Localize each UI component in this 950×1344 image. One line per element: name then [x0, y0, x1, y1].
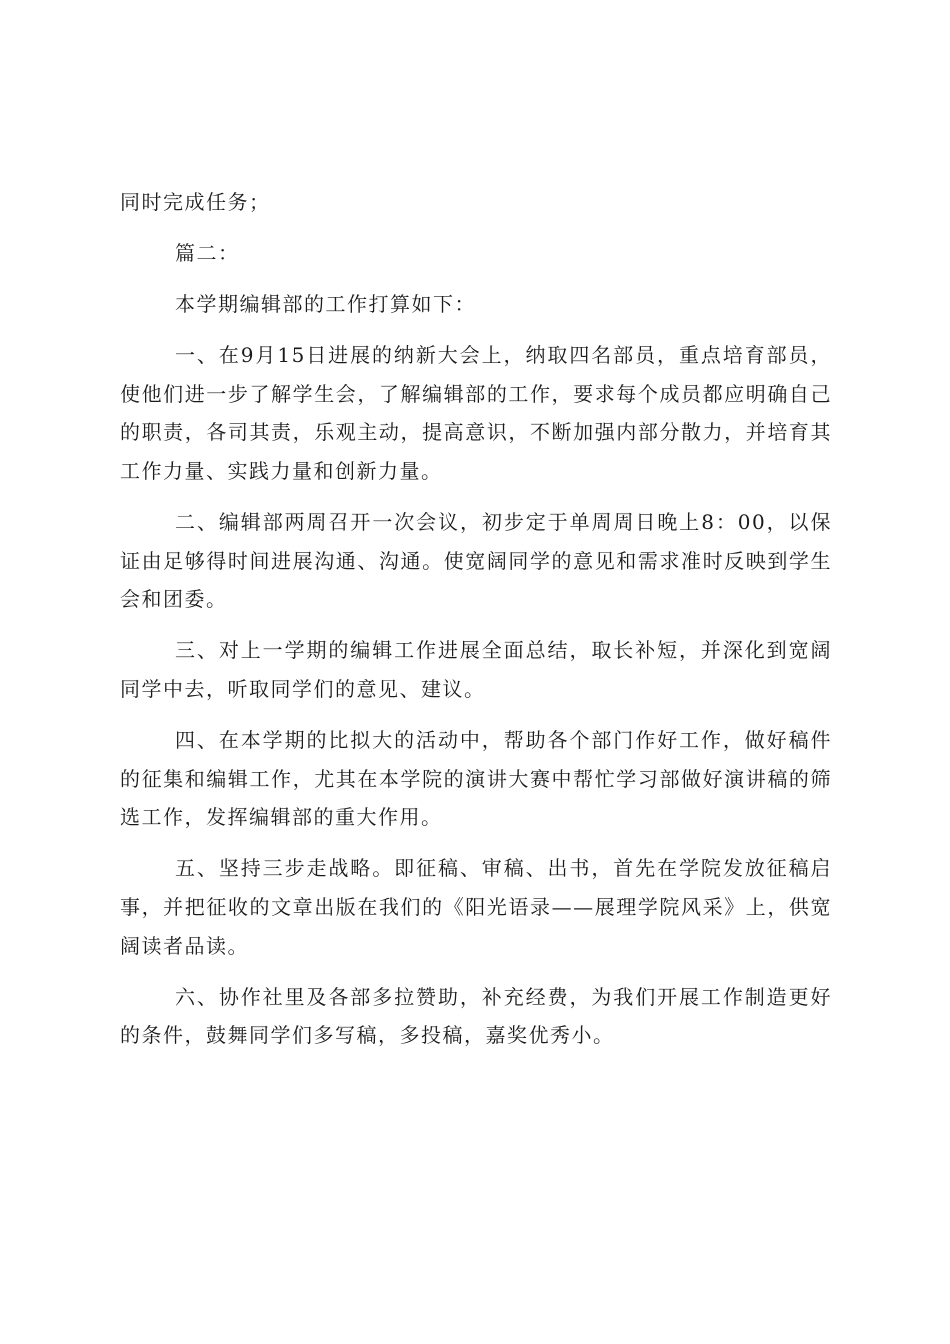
paragraph-item-1: 一、在9月15日进展的纳新大会上，纳取四名部员，重点培育部员，使他们进一步了解学生会，了解编辑部的工作，要求每个成员都应明确自己的职责，各司其责，乐观主动，提高意识，不断加强内部分散力，并培育其工作力量、实践力量和创新力量。: [120, 343, 832, 484]
paragraph-item-3: 三、对上一学期的编辑工作进展全面总结，取长补短，并深化到宽阔同学中去，听取同学们的意见、建议。: [120, 638, 832, 702]
section-heading: 篇二：: [175, 241, 240, 266]
paragraph-continuation: 同时完成任务；: [120, 190, 271, 214]
paragraph-item-6: 六、协作社里及各部多拉赞助，补充经费，为我们开展工作制造更好的条件，鼓舞同学们多写稿，多投稿，嘉奖优秀小。: [120, 984, 832, 1048]
paragraph-item-4: 四、在本学期的比拟大的活动中，帮助各个部门作好工作，做好稿件的征集和编辑工作，尤其在本学院的演讲大赛中帮忙学习部做好演讲稿的筛选工作，发挥编辑部的重大作用。: [120, 728, 832, 830]
document-body: [120, 183, 832, 1067]
paragraph-intro: 本学期编辑部的工作打算如下：: [175, 292, 476, 317]
paragraph-item-2: 二、编辑部两周召开一次会议，初步定于单周周日晚上8：00，以保证由足够得时间进展沟通、沟通。使宽阔同学的意见和需求准时反映到学生会和团委。: [120, 510, 832, 612]
paragraph-item-5: 五、坚持三步走战略。即征稿、审稿、出书，首先在学院发放征稿启事，并把征收的文章出版在我们的《阳光语录——展理学院风采》上，供宽阔读者品读。: [120, 856, 832, 958]
